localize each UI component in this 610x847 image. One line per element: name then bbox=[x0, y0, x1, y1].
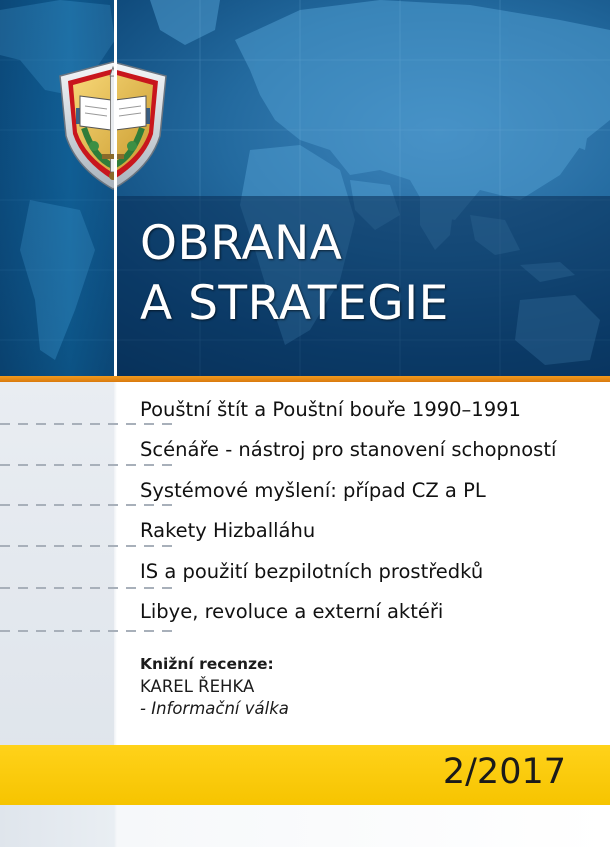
article-item bbox=[0, 594, 610, 634]
issue-number: 2/2017 bbox=[442, 752, 566, 792]
article-item bbox=[0, 513, 610, 553]
dashed-separator bbox=[0, 423, 175, 425]
dashed-separator bbox=[0, 587, 175, 589]
dashed-separator bbox=[0, 504, 175, 506]
dashed-separator bbox=[0, 630, 175, 632]
book-review bbox=[140, 655, 289, 718]
article-item bbox=[0, 432, 610, 472]
journal-title-line1: OBRANA bbox=[140, 216, 343, 271]
article-title: Libye, revoluce a externí aktéři bbox=[140, 600, 444, 623]
shield-book-sword-emblem-icon bbox=[54, 58, 172, 193]
bottom-strip bbox=[0, 805, 610, 847]
journal-title-line2: A STRATEGIE bbox=[140, 276, 449, 331]
dashed-separator bbox=[0, 545, 175, 547]
book-review-title: - Informační válka bbox=[140, 699, 289, 718]
dashed-separator bbox=[0, 464, 175, 466]
article-title: Pouštní štít a Pouštní bouře 1990–1991 bbox=[140, 398, 521, 421]
book-review-author: KAREL ŘEHKA bbox=[140, 677, 255, 696]
journal-title bbox=[140, 214, 449, 334]
article-title: IS a použití bezpilotních prostředků bbox=[140, 560, 484, 583]
book-review-heading: Knižní recenze: bbox=[140, 655, 274, 673]
article-item bbox=[0, 392, 610, 432]
article-title: Systémové myšlení: případ CZ a PL bbox=[140, 479, 486, 502]
article-title: Scénáře - nástroj pro stanovení schopností bbox=[140, 438, 557, 461]
article-title: Rakety Hizballáhu bbox=[140, 519, 316, 542]
article-item bbox=[0, 473, 610, 513]
